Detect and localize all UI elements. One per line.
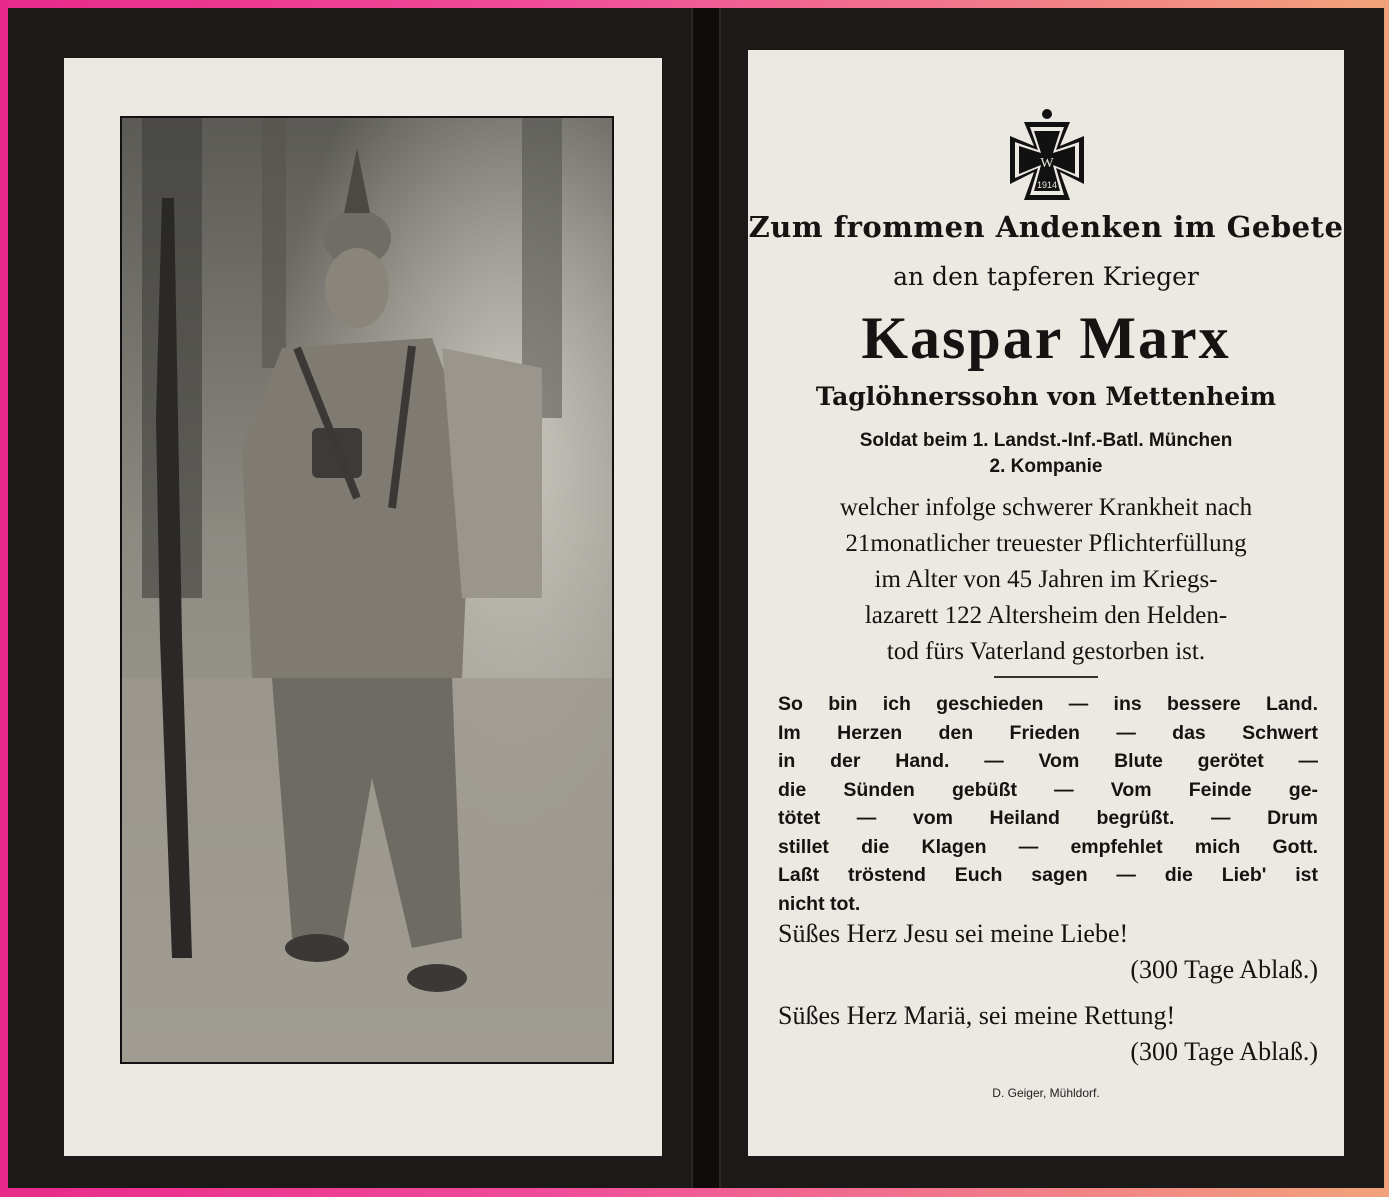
right-page bbox=[748, 50, 1344, 1156]
soldier-photo bbox=[120, 116, 614, 1064]
company-line: 2. Kompanie bbox=[989, 456, 1103, 477]
svg-text:W: W bbox=[1040, 156, 1054, 171]
origin-line: Taglöhnerssohn von Mettenheim bbox=[815, 382, 1277, 411]
heading: Zum frommen Andenken im Gebete bbox=[748, 210, 1344, 244]
poem-line: Im Herzen den Frieden — das Schwert bbox=[778, 721, 1318, 744]
unit-line: Soldat beim 1. Landst.-Inf.-Batl. München bbox=[859, 430, 1233, 451]
prayer-jesus bbox=[778, 916, 1318, 988]
poem-line: So bin ich geschieden — ins bessere Land. bbox=[778, 693, 1318, 715]
poem-line: nicht tot. bbox=[778, 892, 861, 915]
memorial-card bbox=[8, 8, 1384, 1188]
poem-line: in der Hand. — Vom Blute gerötet — bbox=[778, 750, 1318, 772]
indulgence-text: (300 Tage Ablaß.) bbox=[1130, 1037, 1318, 1066]
prayer-text: Süßes Herz Jesu sei meine Liebe! bbox=[778, 919, 1129, 948]
divider bbox=[994, 676, 1098, 678]
poem-line: die Sünden gebüßt — Vom Feinde ge- bbox=[778, 778, 1318, 801]
text-line: im Alter von 45 Jahren im Kriegs- bbox=[874, 566, 1218, 593]
text-line: lazarett 122 Altersheim den Helden- bbox=[864, 602, 1228, 629]
poem-line: tötet — vom Heiland begrüßt. — Drum bbox=[778, 807, 1318, 829]
indulgence-text: (300 Tage Ablaß.) bbox=[1130, 955, 1318, 984]
poem-line: Laßt tröstend Euch sagen — die Lieb' ist bbox=[778, 864, 1318, 886]
text-line: 21monatlicher treuester Pflichterfüllung bbox=[845, 530, 1247, 557]
text-line: welcher infolge schwerer Krankheit nach bbox=[839, 494, 1253, 521]
iron-cross-icon bbox=[1004, 108, 1090, 204]
subheading: an den tapferen Krieger bbox=[893, 262, 1199, 291]
prayer-mary bbox=[778, 998, 1318, 1070]
card-fold bbox=[691, 8, 721, 1188]
deceased-name: Kaspar Marx bbox=[861, 305, 1231, 371]
poem bbox=[778, 690, 1318, 918]
left-page bbox=[64, 58, 662, 1156]
printer-imprint: D. Geiger, Mühldorf. bbox=[992, 1086, 1100, 1100]
poem-line: stillet die Klagen — empfehlet mich Gott. bbox=[778, 835, 1318, 858]
svg-text:1914: 1914 bbox=[1036, 180, 1058, 190]
prayer-text: Süßes Herz Mariä, sei meine Rettung! bbox=[778, 1001, 1176, 1030]
death-notice-text bbox=[776, 490, 1316, 670]
soldier-portrait-photo bbox=[122, 118, 612, 1062]
text-line: tod fürs Vaterland gestorben ist. bbox=[886, 638, 1206, 665]
